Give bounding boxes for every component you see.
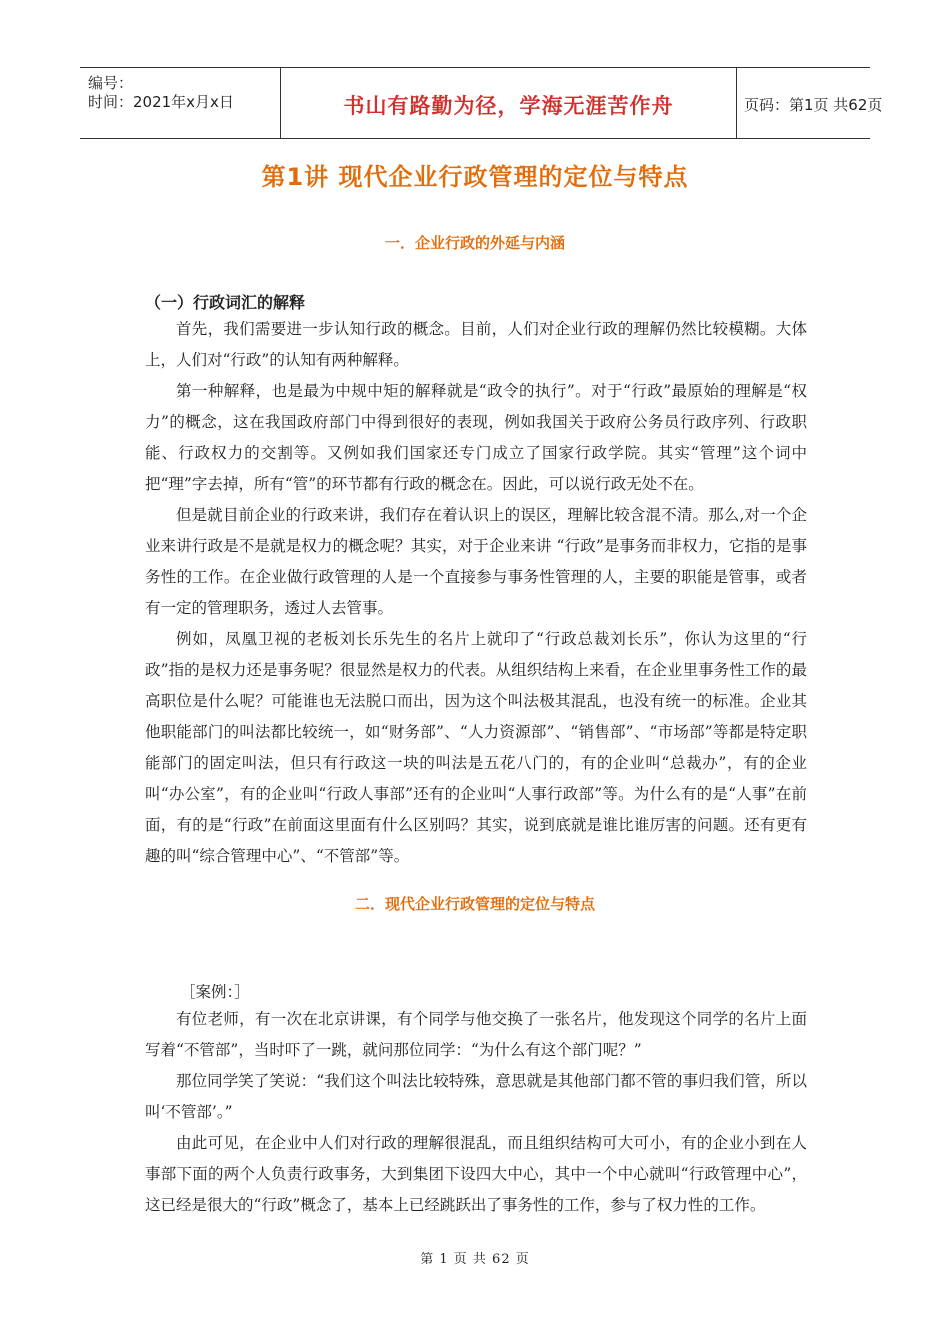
page-footer: 第 1 页 共 62 页 [420, 1252, 530, 1267]
header-page-info: 页码：第1页 共62页 [744, 96, 883, 114]
lecture-title: 第1讲 现代企业行政管理的定位与特点 [261, 163, 689, 191]
page-header [80, 67, 883, 139]
header-meta-cell [80, 68, 280, 138]
section-1-body [145, 314, 807, 872]
section-heading-1: 一．企业行政的外延与内涵 [384, 234, 565, 252]
section-2-body [145, 1004, 807, 1221]
paragraph: 那位同学笑了笑说：“我们这个叫法比较特殊，意思就是其他部门都不管的事归我们管，所以叫‘不管部’。” [145, 1072, 807, 1121]
paragraph: 由此可见，在企业中人们对行政的理解很混乱，而且组织结构可大可小，有的企业小到在人事部下面的两个人负责行政事务，大到集团下设四大中心，其中一个中心就叫“行政管理中心”，这已经是很大的“行政”概念了，基本上已经跳跃出了事务性的工作，参与了权力性的工作。 [145, 1134, 807, 1214]
subsection-heading: （一）行政词汇的解释 [145, 293, 306, 312]
paragraph: 例如，凤凰卫视的老板刘长乐先生的名片上就印了“行政总裁刘长乐”，你认为这里的“行政”指的是权力还是事务呢？很显然是权力的代表。从组织结构上来看，在企业里事务性工作的最高职位是什么呢？可能谁也无法脱口而出，因为这个叫法极其混乱，也没有统一的标准。企业其他职能部门的叫法都比较统一，如“财务部”、“人力资源部”、“销售部”、“市场部”等都是特定职能部门的固定叫法，但只有行政这一块的叫法是五花八门的，有的企业叫“总裁办”，有的企业叫“办公室”，有的企业叫“行政人事部”还有的企业叫“人事行政部”等。为什么有的是“人事”在前面，有的是“行政”在前面这里面有什么区别吗？其实，说到底就是谁比谁厉害的问题。还有更有趣的叫“综合管理中心”、“不管部”等。 [145, 630, 807, 865]
paragraph: 第一种解释，也是最为中规中矩的解释就是“政令的执行”。对于“行政”最原始的理解是“权力”的概念，这在我国政府部门中得到很好的表现，例如我国关于政府公务员行政序列、行政职能、行政权力的交割等。又例如我们国家还专门成立了国家行政学院。其实“管理”这个词中把“理”字去掉，所有“管”的环节都有行政的概念在。因此，可以说行政无处不在。 [145, 382, 807, 493]
paragraph: 首先，我们需要进一步认知行政的概念。目前，人们对企业行政的理解仍然比较模糊。大体上，人们对“行政”的认知有两种解释。 [145, 320, 807, 369]
case-label: ［案例：］ [180, 983, 250, 1001]
paragraph: 有位老师，有一次在北京讲课，有个同学与他交换了一张名片，他发现这个同学的名片上面写着“不管部”，当时吓了一跳，就问那位同学：“为什么有这个部门呢？” [145, 1010, 807, 1059]
header-motto: 书山有路勤为径，学海无涯苦作舟 [343, 94, 674, 118]
paragraph: 但是就目前企业的行政来讲，我们存在着认识上的误区，理解比较含混不清。那么,对一个企业来讲行政是不是就是权力的概念呢？其实，对于企业来讲 “行政”是事务而非权力，它指的是事务性的工作。在企业做行政管理的人是一个直接参与事务性管理的人，主要的职能是管事，或者有一定的管理职务，透过人去管事。 [145, 506, 807, 617]
header-motto-cell [280, 68, 737, 138]
header-page-cell [736, 68, 883, 138]
document-date: 时间：2021年x月x日 [88, 93, 234, 111]
document-number-label: 编号： [88, 74, 134, 92]
section-heading-2: 二．现代企业行政管理的定位与特点 [354, 895, 595, 913]
